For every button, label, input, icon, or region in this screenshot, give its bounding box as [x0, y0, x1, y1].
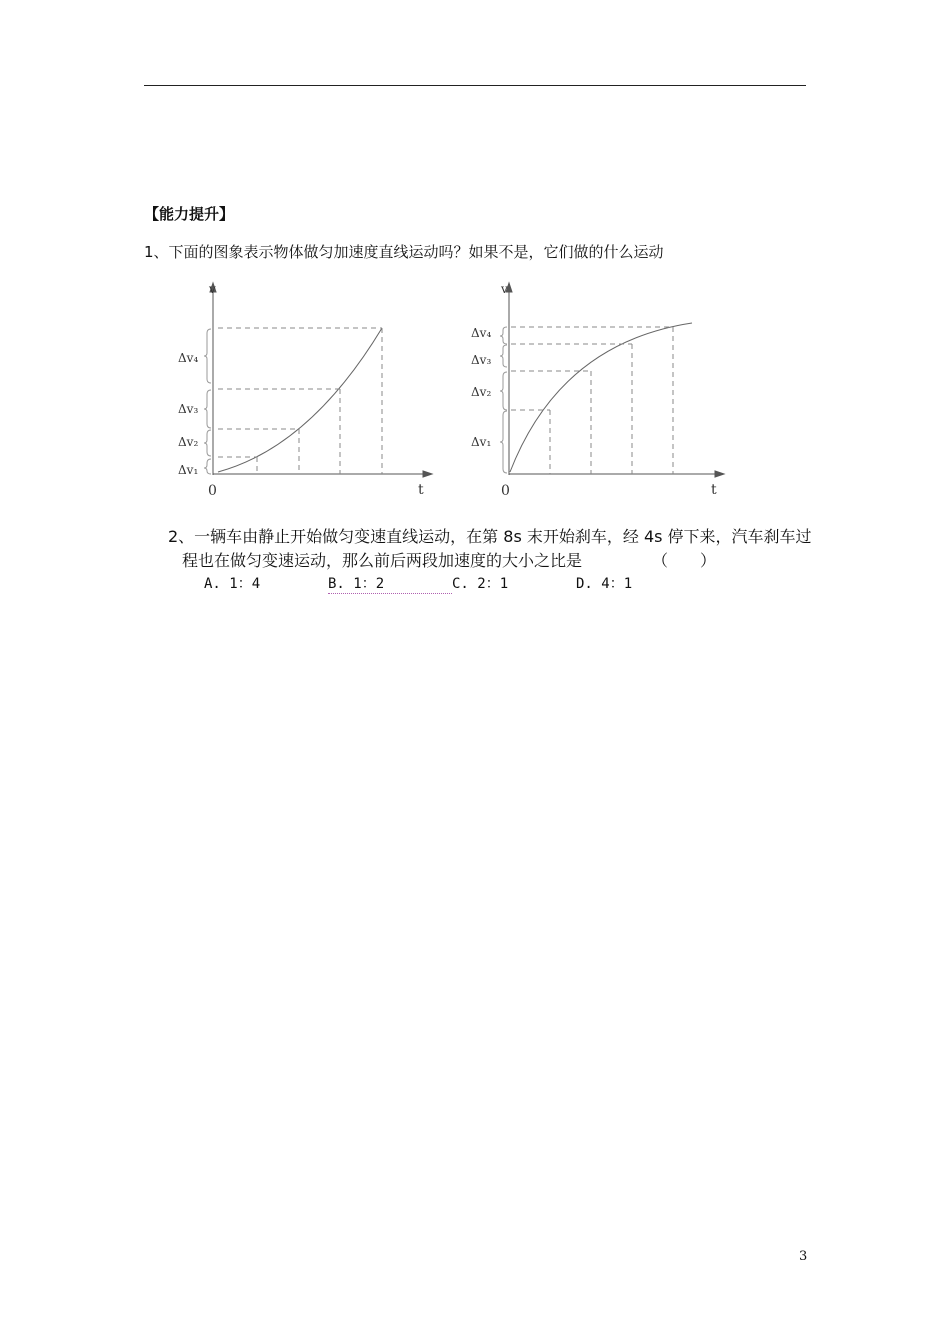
graph-2-dv2: Δv₂: [471, 385, 492, 399]
question-1-text: 1、下面的图象表示物体做匀加速度直线运动吗？如果不是，它们做的什么运动: [144, 243, 664, 261]
graph-1-dv3: Δv₃: [178, 402, 199, 416]
question-2-line-1: 2、一辆车由静止开始做匀变速直线运动，在第 8s 末开始刹车，经 4s 停下来，汽车刹车过: [168, 527, 812, 546]
graph-2-dv1: Δv₁: [471, 435, 492, 449]
graph-1-v-label: v: [209, 282, 216, 296]
question-2-choices: [204, 573, 632, 594]
graph-1-brace-1: [204, 459, 211, 474]
graph-1-t-arrow: [423, 471, 432, 477]
graph-2-origin: 0: [501, 483, 510, 499]
graph-2-dv3: Δv₃: [471, 353, 492, 367]
question-2-line-2-text: 程也在做匀变速运动，那么前后两段加速度的大小之比是: [182, 551, 583, 570]
graph-2-guides: [511, 327, 673, 474]
graph-2-brace-4: [500, 327, 507, 344]
graph-2: [500, 283, 724, 477]
choice-c: C. 2：1: [452, 576, 509, 592]
graph-1-brace-2: [204, 430, 211, 456]
graph-2-t-label: t: [711, 482, 717, 498]
graph-1-dv2: Δv₂: [178, 435, 199, 449]
velocity-time-graphs: [160, 275, 740, 505]
graph-2-t-arrow: [715, 471, 724, 477]
header-rule: [144, 85, 806, 86]
graph-1-brace-4: [204, 329, 211, 383]
graph-2-v-label: v: [501, 282, 508, 296]
choice-d: D. 4：1: [576, 576, 633, 592]
graph-2-brace-3: [500, 345, 507, 367]
choice-b: B. 1：2: [328, 573, 452, 594]
choice-a: A. 1：4: [204, 576, 261, 592]
answer-paren: （ ）: [652, 551, 717, 570]
graph-2-curve: [510, 323, 692, 472]
graph-2-dv4: Δv₄: [471, 326, 492, 340]
graph-1-origin: 0: [208, 483, 217, 499]
graph-1-curve: [218, 328, 382, 472]
graph-1-brace-3: [204, 390, 211, 428]
graph-1-dv1: Δv₁: [178, 463, 199, 477]
question-2: [168, 525, 878, 573]
graph-1: [204, 283, 432, 477]
graph-2-brace-1: [500, 411, 507, 473]
graph-2-brace-2: [500, 372, 507, 410]
graph-1-guides: [218, 328, 382, 474]
graph-1-t-label: t: [418, 482, 424, 498]
question-2-line-2: [168, 549, 878, 573]
graph-1-dv4: Δv₄: [178, 351, 199, 365]
section-title: 【能力提升】: [144, 205, 235, 223]
page-number: 3: [799, 1249, 808, 1264]
